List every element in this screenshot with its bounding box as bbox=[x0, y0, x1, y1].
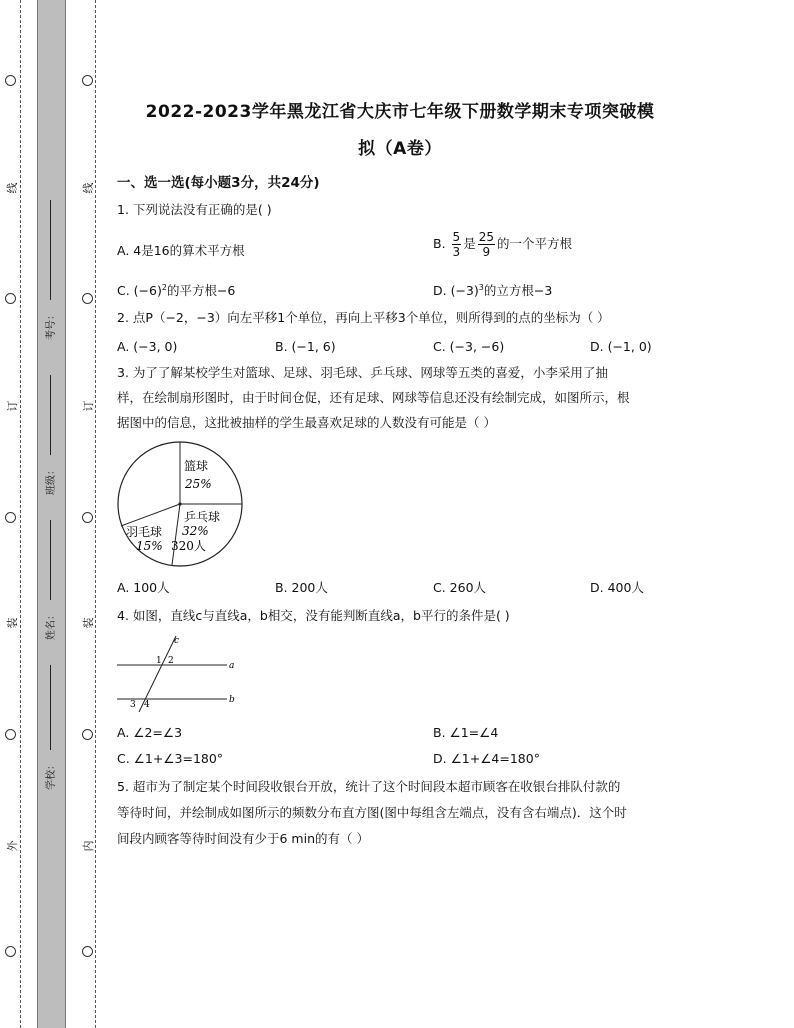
section-heading: 一、选一选(每小题3分，共24分) bbox=[117, 175, 320, 191]
label-c: c bbox=[174, 636, 180, 646]
question-3-line: 样，在绘制扇形图时，由于时间仓促，还有足球、网球等信息还没有绘制完成，如图所示，根 bbox=[117, 390, 630, 405]
q4-option-c[interactable]: C. ∠1+∠3=180° bbox=[117, 751, 224, 766]
binding-hole bbox=[82, 293, 93, 304]
pingpong-label: 乒乓球 bbox=[184, 510, 221, 524]
angle-2: 2 bbox=[168, 656, 174, 666]
outer-cut-line bbox=[20, 0, 21, 1028]
basketball-label: 篮球 bbox=[184, 459, 209, 473]
q2-option-b[interactable]: B. (−1, 6) bbox=[275, 339, 336, 354]
q3-option-c[interactable]: C. 260人 bbox=[433, 580, 487, 595]
question-3-line: 3. 为了了解某校学生对篮球、足球、羽毛球、乒乓球、网球等五类的喜爱，小李采用了抽 bbox=[117, 365, 608, 380]
q2-option-d[interactable]: D. (−1, 0) bbox=[590, 339, 652, 354]
school-label: 学校： bbox=[46, 760, 57, 790]
q2-option-c[interactable]: C. (−3, −6) bbox=[433, 339, 505, 354]
margin-char: 内 bbox=[82, 840, 95, 852]
name-label: 姓名： bbox=[46, 610, 57, 640]
binding-hole bbox=[5, 293, 16, 304]
margin-char: 装 bbox=[6, 617, 19, 629]
school-field[interactable] bbox=[38, 665, 62, 790]
q4-option-d[interactable]: D. ∠1+∠4=180° bbox=[433, 751, 540, 766]
basketball-pct: 25% bbox=[185, 477, 212, 491]
margin-char: 订 bbox=[82, 400, 95, 412]
angle-1: 1 bbox=[156, 656, 162, 666]
pie-center bbox=[178, 502, 181, 505]
question-4-stem: 4. 如图，直线c与直线a，b相交，没有能判断直线a，b平行的条件是( ) bbox=[117, 608, 510, 623]
binding-hole bbox=[82, 729, 93, 740]
margin-char: 线 bbox=[82, 182, 95, 194]
binding-hole bbox=[82, 75, 93, 86]
margin-char: 线 bbox=[6, 182, 19, 194]
question-5-line: 5. 超市为了制定某个时间段收银台开放，统计了这个时间段本超市顾客在收银台排队付款的 bbox=[117, 779, 621, 794]
margin-char: 装 bbox=[82, 617, 95, 629]
binding-hole bbox=[5, 512, 16, 523]
question-3-line: 据图中的信息，这批被抽样的学生最喜欢足球的人数没有可能是（ ） bbox=[117, 415, 496, 430]
exam-number-field[interactable] bbox=[38, 200, 62, 340]
badminton-label: 羽毛球 bbox=[126, 525, 163, 539]
page-title-line2: 拟（A卷） bbox=[358, 139, 442, 159]
q1-option-d[interactable]: D. $(-3)^3$的立方根−3 bbox=[433, 282, 553, 298]
binding-hole bbox=[82, 512, 93, 523]
binding-hole bbox=[5, 946, 16, 957]
q4-option-b[interactable]: B. ∠1=∠4 bbox=[433, 725, 499, 740]
class-label: 班级： bbox=[46, 465, 57, 495]
fraction: $\frac{25}{9}$ bbox=[478, 230, 494, 259]
label-b: b bbox=[229, 695, 235, 705]
q3-option-b[interactable]: B. 200人 bbox=[275, 580, 328, 595]
page-title: 2022-2023学年黑龙江省大庆市七年级下册数学期末专项突破模 bbox=[145, 102, 655, 122]
binding-hole bbox=[82, 946, 93, 957]
badminton-pct: 15% bbox=[136, 539, 163, 553]
q1-option-b[interactable]: B. $\frac{5}{3}$ 是 $\frac{25}{9}$ 的一个平方根 bbox=[433, 230, 572, 259]
pie-chart-figure bbox=[112, 440, 252, 570]
fraction: $\frac{5}{3}$ bbox=[452, 230, 461, 259]
binding-hole bbox=[5, 729, 16, 740]
angle-4: 4 bbox=[144, 700, 150, 710]
q3-option-d[interactable]: D. 400人 bbox=[590, 580, 644, 595]
inner-cut-line bbox=[95, 0, 96, 1028]
pie-radius bbox=[172, 504, 180, 565]
q1-option-c[interactable]: C. $(-6)^2$的平方根−6 bbox=[117, 282, 236, 298]
label-a: a bbox=[229, 661, 235, 671]
angle-3: 3 bbox=[130, 700, 136, 710]
binding-band bbox=[37, 0, 66, 1028]
q1-option-a[interactable]: A. 4是16的算术平方根 bbox=[117, 243, 245, 258]
parallel-lines-figure bbox=[112, 632, 242, 714]
exam-number-label: 考号： bbox=[46, 310, 57, 340]
name-field[interactable] bbox=[38, 520, 62, 640]
q3-option-a[interactable]: A. 100人 bbox=[117, 580, 170, 595]
margin-char: 订 bbox=[6, 400, 19, 412]
class-field[interactable] bbox=[38, 375, 62, 495]
binding-hole bbox=[5, 75, 16, 86]
question-5-line: 等待时间，并绘制成如图所示的频数分布直方图(图中每组含左端点，没有含右端点)．这个时 bbox=[117, 805, 627, 820]
margin-char: 外 bbox=[6, 840, 19, 852]
pingpong-count: 320人 bbox=[171, 539, 206, 553]
pie-radius bbox=[121, 504, 180, 526]
pingpong-pct: 32% bbox=[182, 524, 209, 538]
question-2-stem: 2. 点P（−2，−3）向左平移1个单位，再向上平移3个单位，则所得到的点的坐标为（ ） bbox=[117, 310, 610, 325]
question-5-line: 间段内顾客等待时间没有少于6 min的有（ ） bbox=[117, 831, 369, 846]
question-1-stem: 1. 下列说法没有正确的是( ) bbox=[117, 202, 272, 217]
q2-option-a[interactable]: A. (−3, 0) bbox=[117, 339, 178, 354]
q4-option-a[interactable]: A. ∠2=∠3 bbox=[117, 725, 183, 740]
